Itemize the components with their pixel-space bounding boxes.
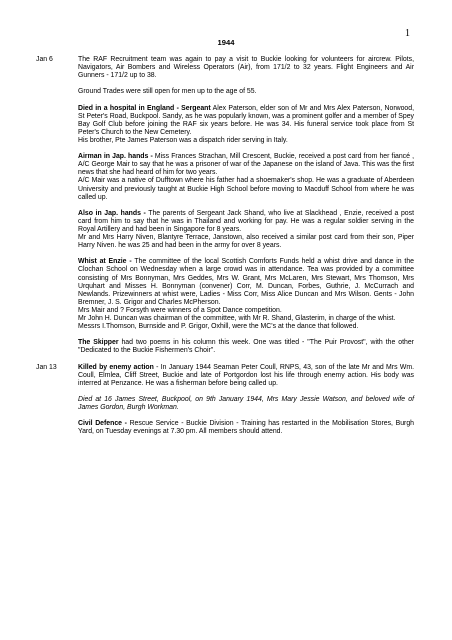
- paragraph-text: The committee of the local Scottish Comforts Funds held a whist drive and dance in the Clochan School on Wednesday when a large crowd was in attendance. Tea was provided by a committee consisting of Mrs Bonnyman, Mrs Geddes, Mrs W. Grant, Mrs McLaren, Mrs Stewart, Mrs Thomson, Mrs Urquhart and Misses H. Bonnyman (convener) Corr, M. Duncan, Forbes, Guthrie, J. McCurrach and Newlands. Prizewinners at whist were, Ladies - Miss Corr, Miss Alice Duncan and Mrs Wilson. Gents - John Bremner, J. S. Grigor and Charles McPherson.: [78, 258, 414, 306]
- paragraph-also-jap-hands: [78, 210, 414, 250]
- paragraph-death-notice: Died at 16 James Street, Buckpool, on 9th January 1944, Mrs Mary Jessie Watson, and beloved wife of James Gordon, Burgh Workman.: [78, 395, 414, 412]
- paragraph-text: The RAF Recruitment team was again to pay a visit to Buckie looking for volunteers for aircrew. Pilots, Navigators, Air Bombers and Wireless Operators (Air), from 171/2 to 32 years. Flight Engineers and Air Gunners - 171/2 up to 38.: [78, 56, 414, 80]
- paragraph-airman-jap-hands: [78, 153, 414, 202]
- paragraph-whist-enzie: [78, 258, 414, 331]
- paragraph-text: had two poems in his column this week. One was titled - "The Puir Provost", with the other "Dedicated to the Buckie Fishermen's Choir".: [78, 339, 414, 355]
- paragraph-the-skipper: [78, 339, 414, 355]
- paragraph-died-in-hospital: [78, 105, 414, 145]
- paragraph-civil-defence: [78, 420, 414, 436]
- paragraph-text: Alex Paterson, elder son of Mr and Mrs Alex Paterson, Norwood, St Peter's Road, Buckpool. Sandy, as he was popularly known, was a prominent golfer and a member of Spey Bay Golf Club before joining the RAF six years before. He was 34. His funeral service took place from St Peter's Church to the New Cemetery.: [78, 104, 414, 136]
- paragraph-text: Miss Frances Strachan, Mill Crescent, Buckie, received a post card from her fiancé , A/C George Mair to say that he was a prisoner of war of the Japanese on the island of Java. This was the first news that she had heard of him for two years.: [78, 153, 414, 177]
- paragraph-line: Mr and Mrs Harry Niven, Blantyre Terrace, Janstown, also received a similar post card from their son, Piper Harry Niven. he was 25 and had been in the army for over 8 years.: [78, 234, 414, 250]
- paragraph-heading: Airman in Jap. hands -: [78, 153, 153, 161]
- entry-date: Jan 13: [36, 363, 57, 371]
- paragraph-text: Ground Trades were still open for men up to the age of 55.: [78, 88, 257, 96]
- paragraph-text: - In January 1944 Seaman Peter Coull, RNPS, 43, son of the late Mr and Mrs Wm. Coull, Elmlea, Cliff Street, Buckie and late of Portgordon lost his life through enemy action. His body was interred at Penzance. He was a fisherman before being called up.: [78, 363, 414, 387]
- entry-jan-13: [36, 364, 414, 445]
- paragraph-heading: Civil Defence -: [78, 420, 127, 428]
- paragraph-text: The parents of Sergeant Jack Shand, who live at Slackhead , Enzie, received a post card from him to say that he was in Thailand and working for pay. He was a regular soldier serving in the Royal Artillery and had been in Singapore for 8 years.: [78, 209, 414, 233]
- document-body: [36, 56, 414, 445]
- entry-jan-6: [36, 56, 414, 364]
- paragraph-heading: Killed by enemy action: [78, 363, 154, 371]
- paragraph-killed-enemy-action: [78, 364, 414, 388]
- entry-content: [78, 56, 414, 364]
- paragraph-line: A/C Mair was a native of Dufftown where his father had a shoemaker's shop. He was a graduate of Aberdeen University and previously taught at Buckie High School before moving to Macduff School from where he was called up.: [78, 177, 414, 201]
- paragraph-ground-trades: [78, 88, 414, 96]
- paragraph-line: Messrs I.Thomson, Burnside and P. Grigor, Oxhill, were the MC's at the dance that followed.: [78, 323, 359, 331]
- paragraph-line: His brother, Pte James Paterson was a dispatch rider serving in Italy.: [78, 136, 288, 144]
- paragraph-heading: Died in a hospital in England - Sergeant: [78, 104, 211, 112]
- paragraph-line: Mrs Mair and ? Forsyth were winners of a Spot Dance competition.: [78, 306, 282, 314]
- paragraph-heading: Whist at Enzie -: [78, 258, 132, 266]
- entry-date: Jan 6: [36, 56, 53, 63]
- paragraph-line: Mr John H. Duncan was chairman of the committee, with Mr R. Shand, Glasterim, in charge of the whist.: [78, 315, 396, 322]
- paragraph-raf-recruitment: [78, 56, 414, 80]
- entry-content: [78, 364, 414, 445]
- paragraph-text: Rescue Service - Buckie Division - Training has restarted in the Mobilisation Stores, Burgh Yard, on Tuesday evenings at 7.30 pm. All members should attend.: [78, 420, 414, 436]
- paragraph-heading: Also in Jap. hands -: [78, 209, 146, 217]
- year-heading: 1944: [217, 38, 235, 47]
- page-number: 1: [405, 28, 410, 39]
- paragraph-heading: The Skipper: [78, 339, 119, 347]
